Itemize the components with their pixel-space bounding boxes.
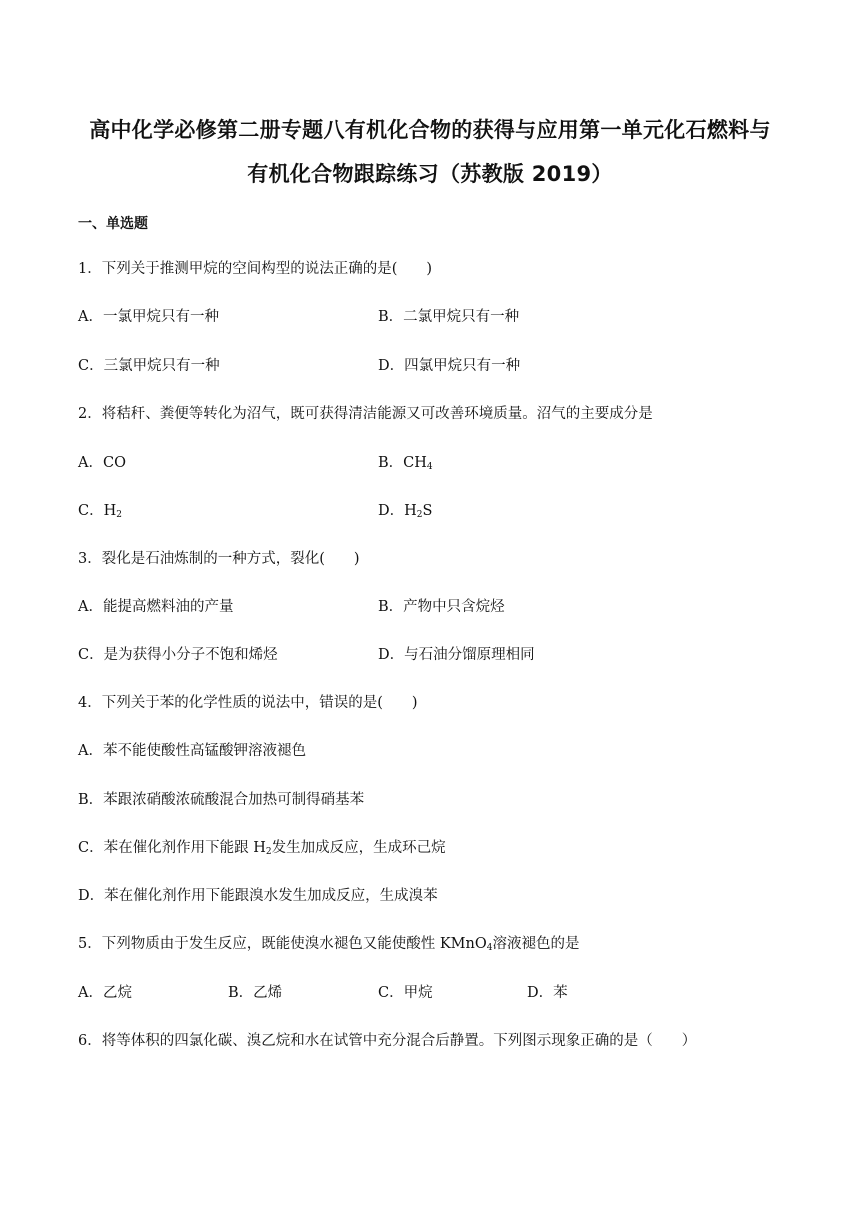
question-4-stem: 4．下列关于苯的化学性质的说法中，错误的是( ) [78, 695, 418, 711]
section-heading: 一、单选题 [78, 216, 148, 232]
question-2-option-b [378, 451, 433, 472]
question-3-option-a: A．能提高燃料油的产量 [78, 599, 234, 615]
question-5-option-c: C．甲烷 [378, 985, 433, 1001]
question-4-option-a: A．苯不能使酸性高锰酸钾溶液褪色 [78, 743, 306, 759]
question-1-stem: 1．下列关于推测甲烷的空间构型的说法正确的是( ) [78, 261, 433, 277]
question-1-option-a: A．一氯甲烷只有一种 [78, 309, 219, 325]
subscript: 2 [416, 510, 423, 520]
question-5-option-d: D．苯 [527, 985, 568, 1001]
option-text: C．苯在催化剂作用下能跟 H [78, 840, 266, 856]
question-2-stem: 2．将秸秆、粪便等转化为沼气，既可获得清洁能源又可改善环境质量。沼气的主要成分是 [78, 406, 653, 422]
question-5-stem [78, 932, 579, 953]
question-3-option-d: D．与石油分馏原理相同 [378, 647, 535, 663]
question-5-option-b: B．乙烯 [228, 985, 283, 1001]
stem-text-suffix: 溶液褪色的是 [492, 936, 580, 952]
question-1-option-b: B．二氯甲烷只有一种 [378, 309, 520, 325]
option-text: B．CH [378, 455, 427, 471]
question-6-stem: 6．将等体积的四氯化碳、溴乙烷和水在试管中充分混合后静置。下列图示现象正确的是（ ） [78, 1033, 697, 1049]
stem-text: 5．下列物质由于发生反应，既能使溴水褪色又能使酸性 KMnO [78, 936, 487, 952]
option-text-suffix: S [422, 503, 433, 519]
option-text: D．H [378, 503, 417, 519]
question-3-option-b: B．产物中只含烷烃 [378, 599, 505, 615]
document-title-line-2: 有机化合物跟踪练习（苏教版 2019） [247, 162, 613, 186]
option-text-suffix: 发生加成反应，生成环己烷 [271, 840, 446, 856]
question-3-option-c: C．是为获得小分子不饱和烯烃 [78, 647, 278, 663]
question-2-option-c [78, 499, 122, 520]
option-text: C．H [78, 503, 117, 519]
question-1-option-d: D．四氯甲烷只有一种 [378, 358, 521, 374]
question-2-option-a: A．CO [78, 455, 126, 471]
question-4-option-d: D．苯在催化剂作用下能跟溴水发生加成反应，生成溴苯 [78, 888, 438, 904]
question-2-option-d [378, 499, 432, 520]
question-5-option-a: A．乙烷 [78, 985, 132, 1001]
question-4-option-c [78, 836, 446, 857]
question-3-stem: 3．裂化是石油炼制的一种方式，裂化( ) [78, 551, 360, 567]
question-1-option-c: C．三氯甲烷只有一种 [78, 358, 220, 374]
question-4-option-b: B．苯跟浓硝酸浓硫酸混合加热可制得硝基苯 [78, 792, 365, 808]
subscript: 2 [265, 847, 272, 857]
document-title-line-1: 高中化学必修第二册专题八有机化合物的获得与应用第一单元化石燃料与 [89, 118, 771, 142]
subscript: 4 [426, 462, 433, 472]
subscript: 4 [486, 943, 493, 953]
subscript: 2 [116, 510, 122, 520]
